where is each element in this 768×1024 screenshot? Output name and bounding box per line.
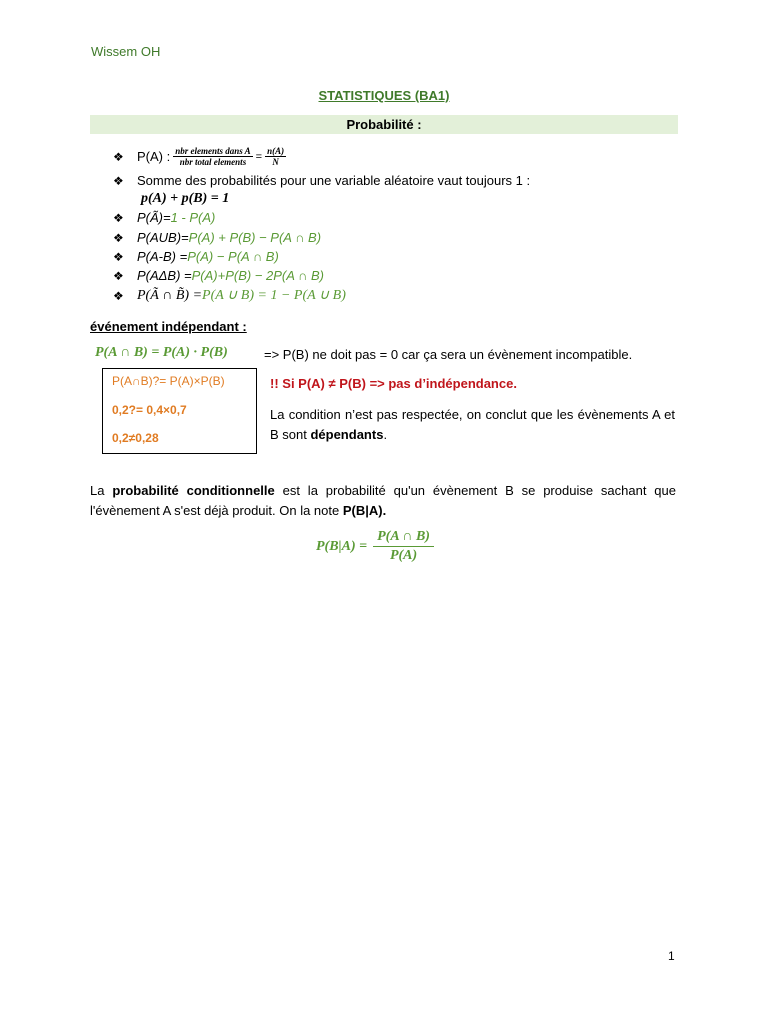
paragraph-body: est la probabilité qu'un évènement B se produise sachant que l'évènement A s'est déjà produit. On la note (90, 483, 676, 518)
rule-value: P(A) + P(B) − P(A ∩ B) (188, 230, 322, 245)
rule-value: P(A)+P(B) − 2P(A ∩ B) (191, 268, 325, 283)
diamond-bullet-icon: ❖ (113, 149, 124, 164)
diamond-bullet-icon: ❖ (113, 288, 124, 303)
fraction (373, 529, 434, 564)
sum-formula: p(A) + p(B) = 1 (141, 191, 230, 206)
conditional-probability-paragraph (90, 481, 676, 520)
list-item (113, 268, 324, 283)
independence-explanation: => P(B) ne doit pas = 0 car ça sera un évènement incompatible. (264, 347, 633, 362)
fraction (173, 146, 252, 167)
paragraph-prefix: La (90, 483, 113, 498)
warning-text: !! Si P(A) ≠ P(B) => pas d’indépendance. (270, 376, 517, 391)
conclusion-text (270, 405, 675, 444)
rule-label: P(AUB)= (137, 230, 189, 245)
conclusion-keyword: dépendants (310, 426, 384, 442)
conclusion-end: . (383, 426, 388, 442)
diamond-bullet-icon: ❖ (113, 230, 124, 245)
list-item (113, 146, 289, 167)
independence-formula: P(A ∩ B) = P(A) · P(B) (95, 345, 228, 360)
rule-label: P(Ã)= (137, 210, 171, 225)
formula-lhs: P(B|A) = (316, 538, 368, 554)
list-item (113, 210, 215, 225)
conditional-notation: P(B|A). (342, 502, 387, 518)
rule-label: P(A-B) = (137, 249, 188, 264)
document-title: STATISTIQUES (BA1) (318, 88, 450, 103)
list-item (113, 249, 279, 264)
list-item (113, 230, 321, 245)
fraction-denominator: N (272, 157, 279, 167)
example-box (102, 368, 257, 454)
author-name: Wissem OH (91, 44, 161, 59)
section-header-bar (90, 115, 678, 134)
page-number: 1 (668, 949, 675, 963)
list-item (113, 287, 346, 304)
fraction (265, 146, 286, 167)
fraction-numerator: nbr elements dans A (175, 146, 251, 156)
rule-label: P(AΔB) = (137, 268, 192, 283)
diamond-bullet-icon: ❖ (113, 268, 124, 283)
diamond-bullet-icon: ❖ (113, 173, 124, 188)
fraction-denominator: P(A) (389, 548, 418, 563)
rule-text: Somme des probabilités pour une variable aléatoire vaut toujours 1 : (137, 173, 531, 188)
diamond-bullet-icon: ❖ (113, 249, 124, 264)
conditional-probability-formula (316, 529, 434, 564)
diamond-bullet-icon: ❖ (113, 210, 124, 225)
conditional-term: probabilité conditionnelle (112, 483, 275, 498)
fraction-numerator: n(A) (267, 146, 285, 156)
example-line: 0,2≠0,28 (112, 431, 159, 445)
independent-event-heading: événement indépendant : (90, 319, 247, 334)
example-line: 0,2?= 0,4×0,7 (112, 403, 187, 417)
fraction-denominator: nbr total elements (179, 157, 247, 167)
section-title: Probabilité : (346, 117, 422, 132)
rule-value: P(A) − P(A ∩ B) (187, 249, 279, 264)
rule-value: P(A ∪ B) = 1 − P(A ∪ B) (202, 288, 346, 303)
conclusion-body: La condition n’est pas respectée, on conclut que les évènements A et B sont (270, 407, 675, 442)
list-item (113, 173, 530, 188)
example-line: P(A∩B)?= P(A)×P(B) (112, 374, 225, 388)
equals-sign: = (255, 150, 263, 163)
rule-value: 1 - P(A) (170, 210, 216, 225)
rule-label: P(Ã ∩ B̃) = (137, 287, 203, 303)
fraction-numerator: P(A ∩ B) (373, 529, 434, 547)
rule-label: P(A) : (137, 149, 171, 164)
